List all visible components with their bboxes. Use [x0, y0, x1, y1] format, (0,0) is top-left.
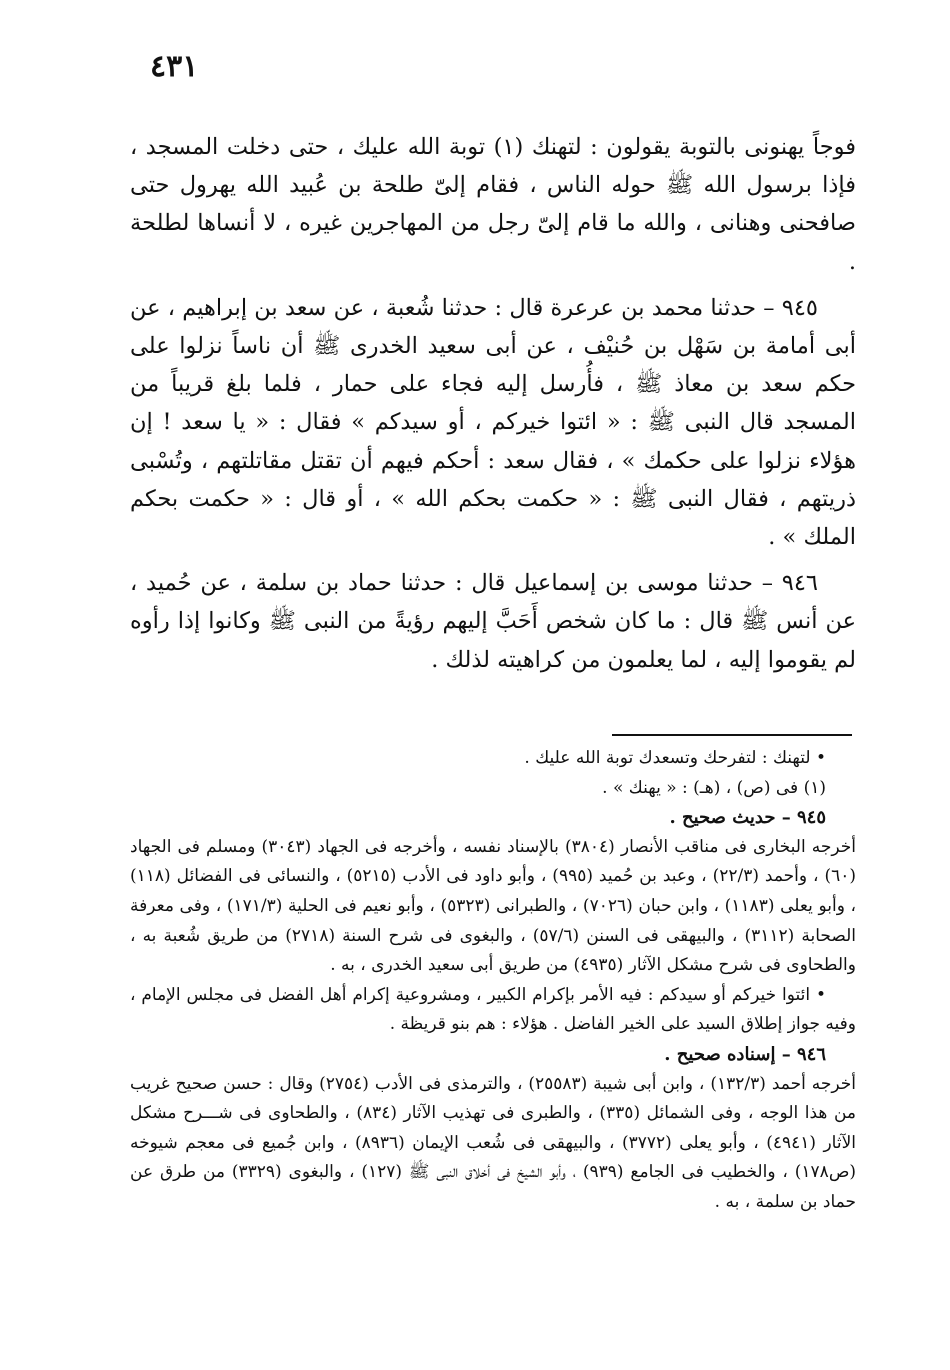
footnotes [130, 744, 856, 1218]
page-number: ٤٣١ [150, 49, 199, 84]
grading-heading-946: ٩٤٦ – إسناده صحيح . [664, 1043, 826, 1065]
takhrij-945: أخرجه البخارى فى مناقب الأنصار (٣٨٠٤) بالإسناد نفسه ، وأخرجه فى الجهاد (٣٠٤٣) ومسلم فى الجهاد (٦٠) ، وأحمد (٢٢/٣) ، وعبد بن حُميد (٩٩٥) ، وأبو داود فى الأدب (٥٢١٥) ، والنسائى فى الفضائل (١١٨) ، وأبو يعلى (١١٨٣) ، وابن حبان (٧٠٢٦) ، والطبرانى (٥٣٢٣) ، وأبو نعيم فى الحلية (١٧١/٣) ، وفى معرفة الصحابة (٣١١٢) ، والبيهقى فى السنن (٥٧/٦) ، والبغوى فى شرح السنة (٢٧١٨) من طريق شُعبة به ، والطحاوى فى شرح مشكل الآثار (٤٩٣٥) من طريق أبى سعيد الخدرى ، به . [130, 836, 857, 976]
main-text [130, 128, 856, 679]
grading-heading-945: ٩٤٥ – حديث صحيح . [669, 807, 826, 829]
gloss-note: • لتهنك : لتفرحك وتسعدك توبة الله عليك . [524, 748, 826, 768]
footnote-divider [612, 734, 852, 736]
narration-paragraph: فوجاً يهنونى بالتوبة يقولون : لتهنك (١) توبة الله عليك ، حتى دخلت المسجد ، فإذا برسول الله ﷺ حوله الناس ، فقام إلىّ طلحة بن عُبيد الله يهرول حتى صافحنى وهنانى ، والله ما قام إلىّ رجل من المهاجرين غيره ، لا أنساها لطلحة . [130, 134, 856, 275]
hadith-946: ٩٤٦ – حدثنا موسى بن إسماعيل قال : حدثنا حماد بن سلمة ، عن حُميد ، عن أنس ﷺ قال : ما كان شخص أَحَبَّ إليهم رؤيةً من النبى ﷺ وكانوا إذا رأوه لم يقوموا إليه ، لما يعلمون من كراهيته لذلك . [130, 570, 856, 673]
commentary-note: • ائتوا خيركم أو سيدكم : فيه الأمر بإكرام الكبير ، ومشروعية إكرام أهل الفضل فى مجلس الإمام ، وفيه جواز إطلاق السيد على الخير الفاضل . هؤلاء : هم بنو قريظة . [130, 984, 856, 1035]
hadith-945: ٩٤٥ – حدثنا محمد بن عرعرة قال : حدثنا شُعبة ، عن سعد بن إبراهيم ، عن أبى أمامة بن سَهْل بن حُنيْف ، عن أبى سعيد الخدرى ﷺ أن ناساً نزلوا على حكم سعد بن معاذ ﷺ ، فأُرسل إليه فجاء على حمار ، فلما بلغ قريباً من المسجد قال النبى ﷺ : « ائتوا خيركم ، أو سيدكم » فقال : « يا سعد ! إن هؤلاء نزلوا على حكمك » ، فقال سعد : أحكم فيهم أن تقتل مقاتلتهم ، وتُسْبى ذريتهم ، فقال النبى ﷺ : « حكمت بحكم الله » ، أو قال : « حكمت بحكم الملك » . [130, 294, 856, 551]
variant-note: (١) فى (ص) ، (هـ) : « يهنك » . [602, 777, 826, 798]
takhrij-946: أخرجه أحمد (١٣٢/٣) ، وابن أبى شيبة (٢٥٥٨٣) ، والترمذى فى الأدب (٢٧٥٤) وقال : حسن صحيح غريب من هذا الوجه ، وفى الشمائل (٣٣٥) ، والطبرى فى تهذيب الآثار (٨٣٤) ، والطحاوى فى شـــرح مشكل الآثار (٤٩٤١) ، وأبو يعلى (٣٧٧٢) ، والبيهقى فى شُعب الإيمان (٨٩٣٦) ، وابن جُميع فى معجم شيوخه (ص١٧٨) ، والخطيب فى الجامع (٩٣٩) ، وأبو الشيخ فى أخلاق النبى ﷺ (١٢٧) ، والبغوى (٣٣٢٩) من طرق عن حماد بن سلمة ، به . [130, 1073, 857, 1212]
